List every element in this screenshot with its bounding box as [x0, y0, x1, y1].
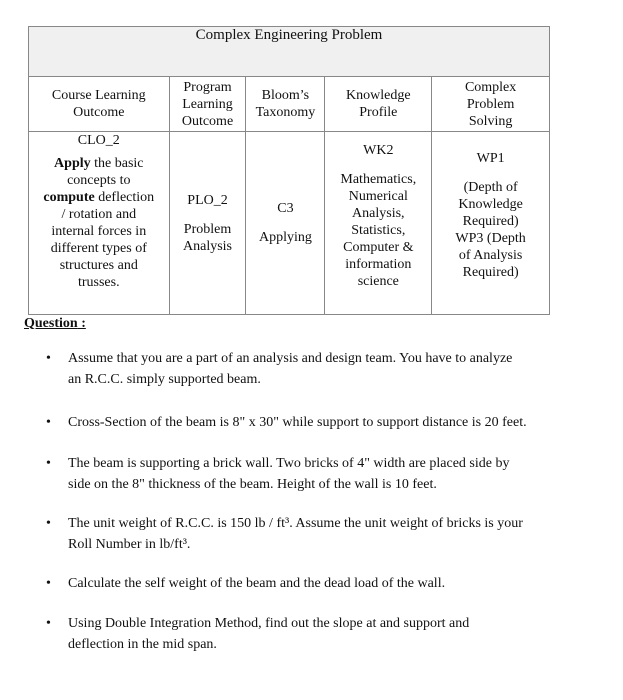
header-plo-line: Learning: [182, 96, 233, 112]
header-bloom: [246, 77, 325, 132]
cell-clo: [29, 132, 170, 315]
plo-line: Analysis: [183, 238, 232, 254]
header-complex-line: Solving: [468, 113, 513, 129]
wp-line: WP3 (Depth: [455, 231, 526, 246]
list-item: [36, 573, 576, 594]
header-clo-line: Course Learning: [51, 88, 146, 103]
clo-line: [31, 155, 167, 172]
clo-line: internal forces in: [51, 224, 147, 239]
list-item-line: • Using Double Integration Method, find out the slope at and support and: [68, 616, 470, 631]
header-bloom-line: Bloom’s: [261, 88, 310, 103]
cell-knowledge: [325, 132, 432, 315]
plo-code: PLO_2: [187, 192, 228, 208]
list-item-line: • Assume that you are a part of an analysis and design team. You have to analyze: [68, 351, 513, 366]
list-item-line: • Cross-Section of the beam is 8" x 30" while support to support distance is 20 feet.: [68, 415, 527, 430]
header-plo: [169, 77, 246, 132]
wk-line: Analysis,: [352, 206, 405, 221]
wp-code: WP1: [476, 151, 505, 166]
list-item: [36, 453, 576, 495]
wk-line: Mathematics,: [340, 172, 417, 187]
header-clo-line: Outcome: [73, 105, 125, 120]
header-bloom-line: Taxonomy: [255, 105, 316, 120]
list-item-line: deflection in the mid span.: [68, 637, 217, 652]
wk-line: Numerical: [348, 189, 408, 204]
plo-line: Problem: [183, 221, 232, 237]
wk-code: WK2: [363, 143, 394, 158]
header-complex-line: Complex: [464, 79, 517, 95]
clo-bold: Apply: [54, 156, 91, 171]
cell-complex: [432, 132, 550, 315]
wk-line: science: [357, 274, 399, 289]
wp-line: Required): [462, 214, 519, 229]
bloom-text: Applying: [258, 230, 312, 245]
header-complex-line: Problem: [466, 96, 515, 112]
wp-line: Required): [462, 265, 519, 280]
list-item-line: an R.C.C. simply supported beam.: [68, 372, 261, 387]
header-clo: [29, 77, 170, 132]
header-knowledge-line: Profile: [359, 105, 398, 120]
wp-line: (Depth of: [463, 180, 518, 195]
bloom-code: C3: [277, 201, 294, 216]
wk-line: Statistics,: [351, 223, 406, 238]
clo-line: / rotation and: [61, 207, 137, 222]
list-item-line: • Calculate the self weight of the beam and the dead load of the wall.: [68, 576, 446, 591]
clo-text: the basic: [90, 156, 144, 171]
table-title: Complex Engineering Problem: [29, 27, 550, 77]
clo-line: [31, 189, 167, 206]
clo-text: deflection: [94, 190, 155, 205]
question-colon: :: [77, 316, 86, 331]
list-item: [36, 613, 576, 655]
list-item: [36, 513, 576, 555]
wp-line: of Analysis: [458, 248, 523, 263]
list-item: [36, 412, 576, 433]
clo-line: structures and: [59, 258, 138, 273]
wp-line: Knowledge: [458, 197, 523, 212]
wk-line: Computer &: [343, 240, 414, 255]
list-item: [36, 348, 576, 390]
header-plo-line: Program: [183, 79, 232, 95]
clo-code: CLO_2: [77, 133, 120, 148]
header-knowledge-line: Knowledge: [346, 88, 411, 103]
header-complex: [432, 77, 550, 132]
clo-line: different types of: [50, 241, 147, 256]
cep-table: [28, 26, 550, 315]
question-label: Question: [24, 316, 78, 331]
header-plo-line: Outcome: [181, 113, 234, 129]
wk-line: information: [345, 257, 412, 272]
header-knowledge: [325, 77, 432, 132]
cell-bloom: [246, 132, 325, 315]
clo-line: concepts to: [67, 173, 131, 188]
clo-bold: compute: [43, 190, 95, 205]
cell-plo: [169, 132, 246, 315]
clo-line: trusses.: [77, 275, 120, 290]
list-item-line: side on the 8" thickness of the beam. Height of the wall is 10 feet.: [68, 477, 437, 492]
list-item-line: • The beam is supporting a brick wall. Two bricks of 4" width are placed side by: [68, 456, 510, 471]
list-item-line: Roll Number in lb/ft³.: [68, 537, 191, 552]
list-item-line: • The unit weight of R.C.C. is 150 lb / ft³. Assume the unit weight of bricks is your: [68, 516, 523, 531]
question-heading: [24, 316, 86, 332]
